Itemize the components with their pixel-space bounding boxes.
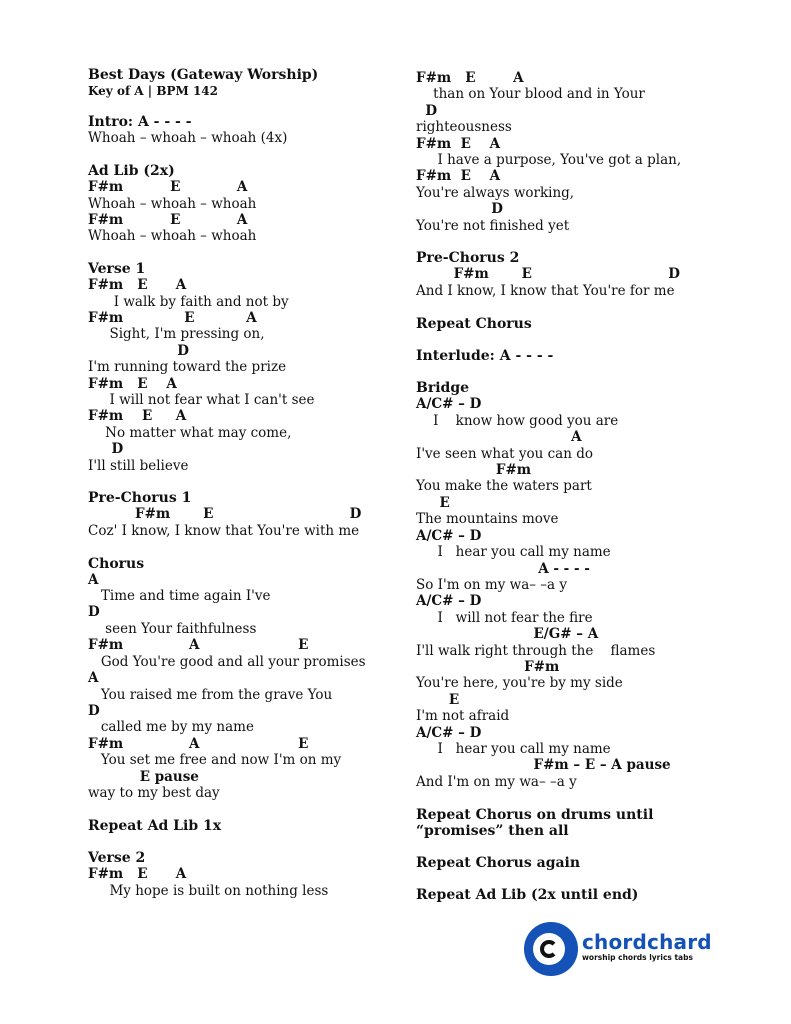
chord-line: D [88,702,100,719]
chord-line: F#m [416,462,532,479]
section-heading: Interlude: A - - - - [416,348,554,365]
lyric-line: You're always working, [416,184,575,201]
chord-line: F#m E A [416,168,501,185]
chord-line: F#m E D [88,506,362,523]
lyric-line: than on Your blood and in Your [416,86,645,103]
chord-line: E [416,494,450,511]
chord-line: A [88,571,99,588]
lyric-line: You raised me from the grave You [88,686,333,703]
chord-line: F#m A E [88,735,309,752]
lyric-line: Whoah – whoah – whoah [88,195,257,212]
lyric-line: My hope is built on nothing less [88,882,329,899]
lyric-line: Whoah – whoah – whoah (4x) [88,130,288,147]
section-heading: Ad Lib (2x) [88,163,175,180]
chord-line: F#m E A [88,212,248,228]
lyric-line: You're here, you're by my side [416,675,623,692]
lyric-line: I'm running toward the prize [88,359,287,376]
chord-line: F#m E D [416,266,680,283]
lyric-line: You set me free and now I'm on my [88,752,342,769]
chord-line: A/C# – D [416,593,482,610]
line-gap [88,834,388,850]
chord-line: F#m – E – A pause [416,757,671,774]
section-heading: Pre-Chorus 1 [88,490,192,507]
chord-line: D [88,342,190,359]
chord-line: A [88,670,99,687]
lyric-line: So I'm on my wa– –a y [416,576,567,593]
chord-line: F#m A E [88,637,309,654]
section-heading: Repeat Chorus again [416,854,581,871]
section-heading: Verse 2 [88,850,146,867]
line-gap [416,234,746,250]
section-heading: Repeat Ad Lib (2x until end) [416,887,639,904]
right-column [416,70,746,903]
lyric-line: I have a purpose, You've got a plan, [416,152,682,169]
right-lines [416,70,746,903]
chordchard-logo-icon [524,922,578,976]
chordchard-logo[interactable] [524,920,724,980]
chord-line: E [416,691,460,708]
section-heading: Repeat Chorus on drums until [416,806,654,823]
lyric-line: No matter what may come, [88,424,292,441]
section-heading: Chorus [88,555,145,572]
chord-line: A - - - - [416,560,590,577]
lyric-line: I'm not afraid [416,708,510,725]
section-heading: Repeat Chorus [416,315,532,332]
line-gap [88,147,388,163]
left-lines [88,98,388,899]
section-heading: “promises” then all [416,822,569,839]
lyric-line: I'll still believe [88,457,189,474]
chord-line: F#m E A [88,310,257,327]
lyric-line: called me by my name [88,719,254,736]
section-heading: Repeat Ad Lib 1x [88,817,222,834]
lyric-line: And I'm on my wa– –a y [416,773,577,790]
chord-line: A [416,429,582,446]
logo-brand-name: chordchard [582,930,712,954]
lyric-line: You make the waters part [416,478,592,495]
chord-line: D [416,201,503,218]
chord-line: D [88,441,124,458]
chord-line: F#m E A [88,179,248,196]
logo-tagline: worship chords lyrics tabs [582,953,693,962]
lyric-line: I'll walk right through the flames [416,642,656,659]
chord-line: E pause [88,768,199,785]
chord-line: F#m E A [88,408,187,425]
lyric-line: righteousness [416,119,512,136]
section-heading: Intro: A - - - - [88,114,192,131]
line-gap [416,332,746,348]
lyric-line: I hear you call my name [416,544,611,561]
chord-line: A/C# – D [416,396,482,413]
lyric-line: I know how good you are [416,412,619,429]
lyric-line: I've seen what you can do [416,445,593,462]
line-gap [88,474,388,490]
song-key-bpm: Key of A | BPM 142 [88,84,219,98]
section-heading: Bridge [416,380,470,397]
lyric-line: And I know, I know that You're for me [416,282,675,299]
chord-line: A/C# – D [416,527,482,544]
lyric-line: seen Your faithfulness [88,620,257,637]
lyric-line: I walk by faith and not by [88,293,289,310]
line-gap [416,790,746,806]
line-gap [88,801,388,817]
line-gap [416,299,746,315]
line-gap [416,871,746,887]
lyric-line: Sight, I'm pressing on, [88,326,265,343]
lyric-line: I hear you call my name [416,740,611,757]
line-gap [416,839,746,855]
lyric-line: The mountains move [416,511,559,528]
chord-line: F#m E A [88,277,187,294]
chord-line: F#m [416,658,560,675]
line-gap [88,539,388,555]
lyric-line: Time and time again I've [88,588,271,605]
chord-line: D [416,102,438,119]
chord-line: F#m E A [88,866,187,883]
lyric-line: I will not fear the fire [416,609,593,626]
line-gap [416,364,746,380]
chord-line: F#m E A [416,135,501,152]
section-heading: Pre-Chorus 2 [416,250,520,267]
lyric-line: You're not finished yet [416,217,570,234]
left-column [88,66,388,899]
line-gap [88,245,388,261]
lyric-line: Coz' I know, I know that You're with me [88,522,360,539]
chord-line: F#m E A [88,375,177,392]
lyric-line: I will not fear what I can't see [88,392,315,409]
chord-line: D [88,604,100,621]
line-gap [88,98,388,114]
section-heading: Verse 1 [88,261,146,278]
chord-line: E/G# – A [416,626,599,643]
song-title: Best Days (Gateway Worship) [88,67,319,83]
lyric-line: God You're good and all your promises [88,653,366,670]
lyric-line: Whoah – whoah – whoah [88,228,257,245]
lyric-line: way to my best day [88,784,220,801]
chord-line: F#m E A [416,70,524,86]
chord-line: A/C# – D [416,724,482,741]
